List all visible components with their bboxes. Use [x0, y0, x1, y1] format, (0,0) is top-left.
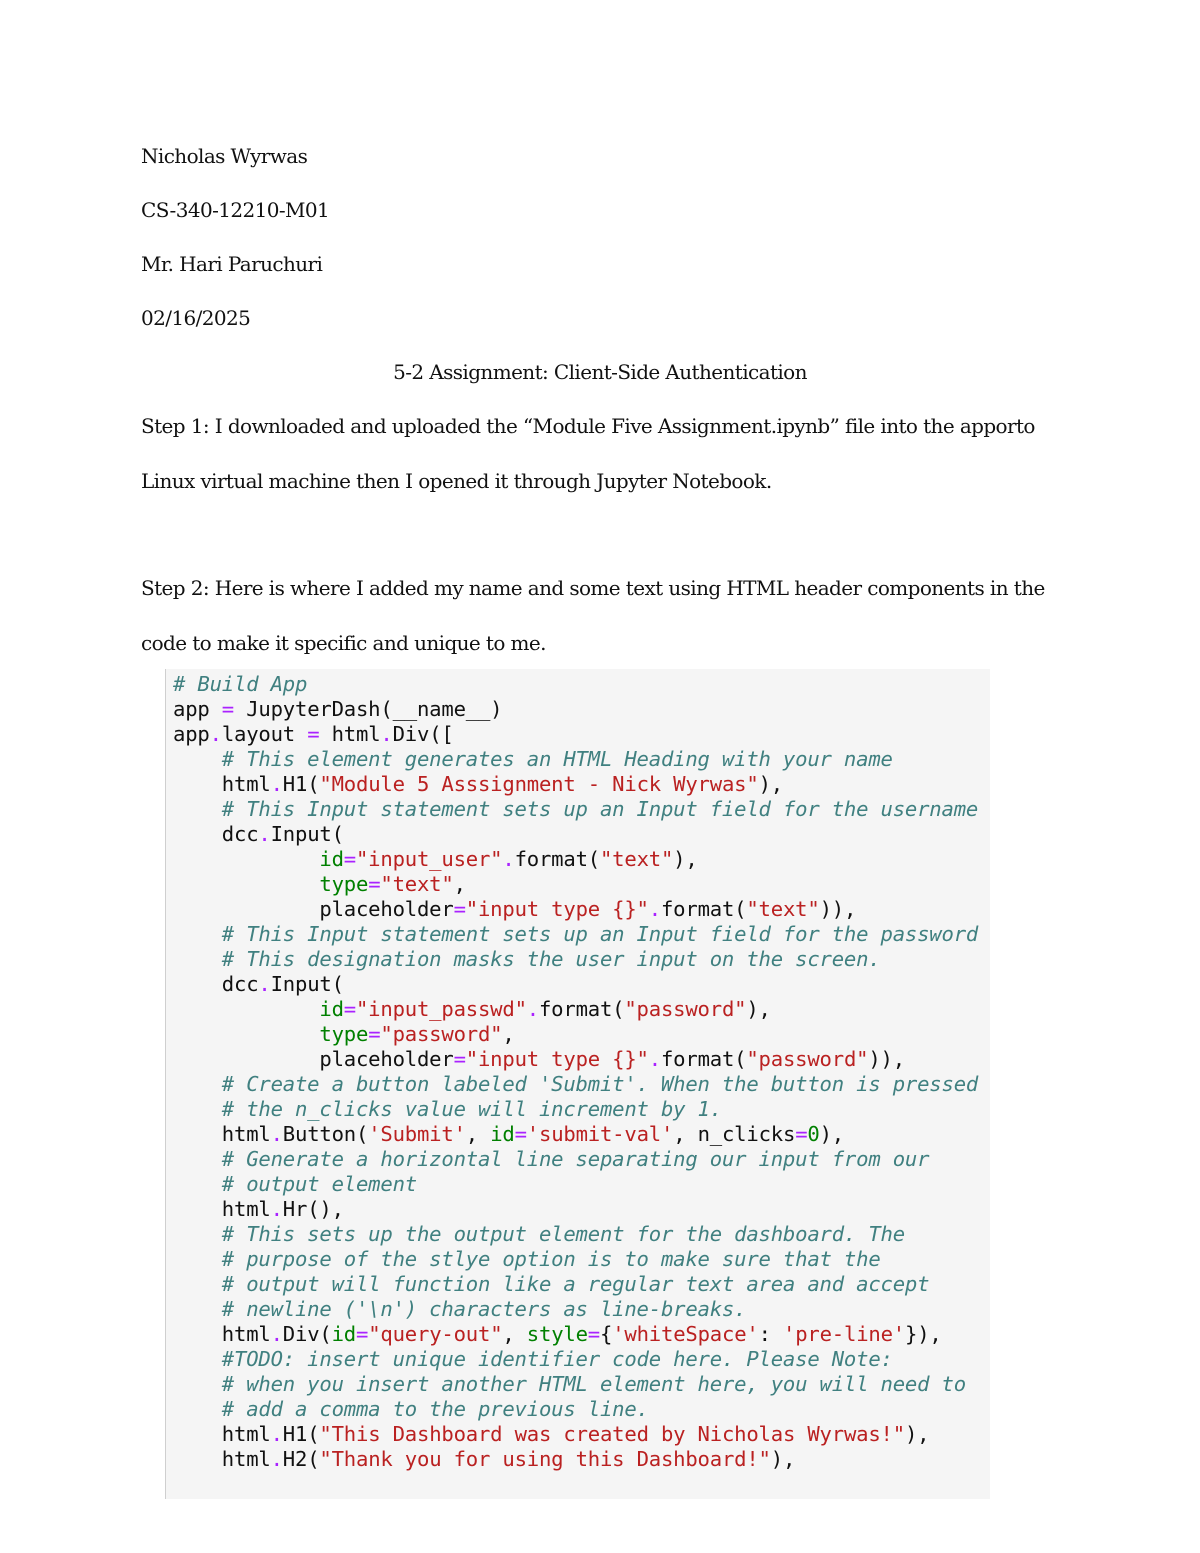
code-line: # This element generates an HTML Heading with your name — [173, 747, 893, 771]
code-line: type="text", — [173, 872, 466, 896]
code-line: # output element — [173, 1172, 417, 1196]
code-line: html.H1("This Dashboard was created by Nicholas Wyrwas!"), — [173, 1422, 930, 1446]
code-line: id="input_user".format("text"), — [173, 847, 698, 871]
step-2-line-1: Step 2: Here is where I added my name and some text using HTML header components in the — [141, 576, 1045, 600]
step-1-line-2: Linux virtual machine then I opened it through Jupyter Notebook. — [141, 469, 772, 493]
submission-date: 02/16/2025 — [141, 306, 251, 330]
code-line: # Build App — [173, 672, 308, 696]
code-line: # Create a button labeled 'Submit'. When the button is pressed — [173, 1072, 979, 1096]
code-line: # purpose of the stlye option is to make sure that the — [173, 1247, 881, 1271]
code-line: app = JupyterDash(__name__) — [173, 697, 503, 721]
code-line: # This Input statement sets up an Input field for the username — [173, 797, 979, 821]
code-screenshot — [165, 669, 990, 1499]
code-line: dcc.Input( — [173, 822, 344, 846]
code-line: html.H1("Module 5 Asssignment - Nick Wyrwas"), — [173, 772, 783, 796]
code-line: placeholder="input type {}".format("password")), — [173, 1047, 905, 1071]
code-line: app.layout = html.Div([ — [173, 722, 454, 746]
code-line: # This designation masks the user input on the screen. — [173, 947, 881, 971]
author-name: Nicholas Wyrwas — [141, 144, 308, 168]
code-line: placeholder="input type {}".format("text")), — [173, 897, 857, 921]
step-2-line-2: code to make it specific and unique to me. — [141, 631, 546, 655]
code-line: # output will function like a regular text area and accept — [173, 1272, 930, 1296]
course-code: CS-340-12210-M01 — [141, 198, 330, 222]
instructor-name: Mr. Hari Paruchuri — [141, 252, 323, 276]
code-line: html.Hr(), — [173, 1197, 344, 1221]
code-line: # This Input statement sets up an Input field for the password — [173, 922, 979, 946]
step-1-line-1: Step 1: I downloaded and uploaded the “Module Five Assignment.ipynb” file into the apporto — [141, 414, 1035, 438]
code-line: html.Button('Submit', id='submit-val', n_clicks=0), — [173, 1122, 844, 1146]
code-line: type="password", — [173, 1022, 515, 1046]
code-line: # Generate a horizontal line separating our input from our — [173, 1147, 930, 1171]
code-line: # when you insert another HTML element here, you will need to — [173, 1372, 966, 1396]
document-title: 5-2 Assignment: Client-Side Authentication — [393, 360, 807, 384]
code-line: html.H2("Thank you for using this Dashboard!"), — [173, 1447, 796, 1471]
code-line: # This sets up the output element for the dashboard. The — [173, 1222, 905, 1246]
code-line: dcc.Input( — [173, 972, 344, 996]
code-line: id="input_passwd".format("password"), — [173, 997, 771, 1021]
code-line: # newline ('\n') characters as line-breaks. — [173, 1297, 747, 1321]
code-line: # add a comma to the previous line. — [173, 1397, 649, 1421]
code-line: # the n_clicks value will increment by 1. — [173, 1097, 722, 1121]
code-line: #TODO: insert unique identifier code here. Please Note: — [173, 1347, 893, 1371]
code-line: html.Div(id="query-out", style={'whiteSpace': 'pre-line'}), — [173, 1322, 942, 1346]
